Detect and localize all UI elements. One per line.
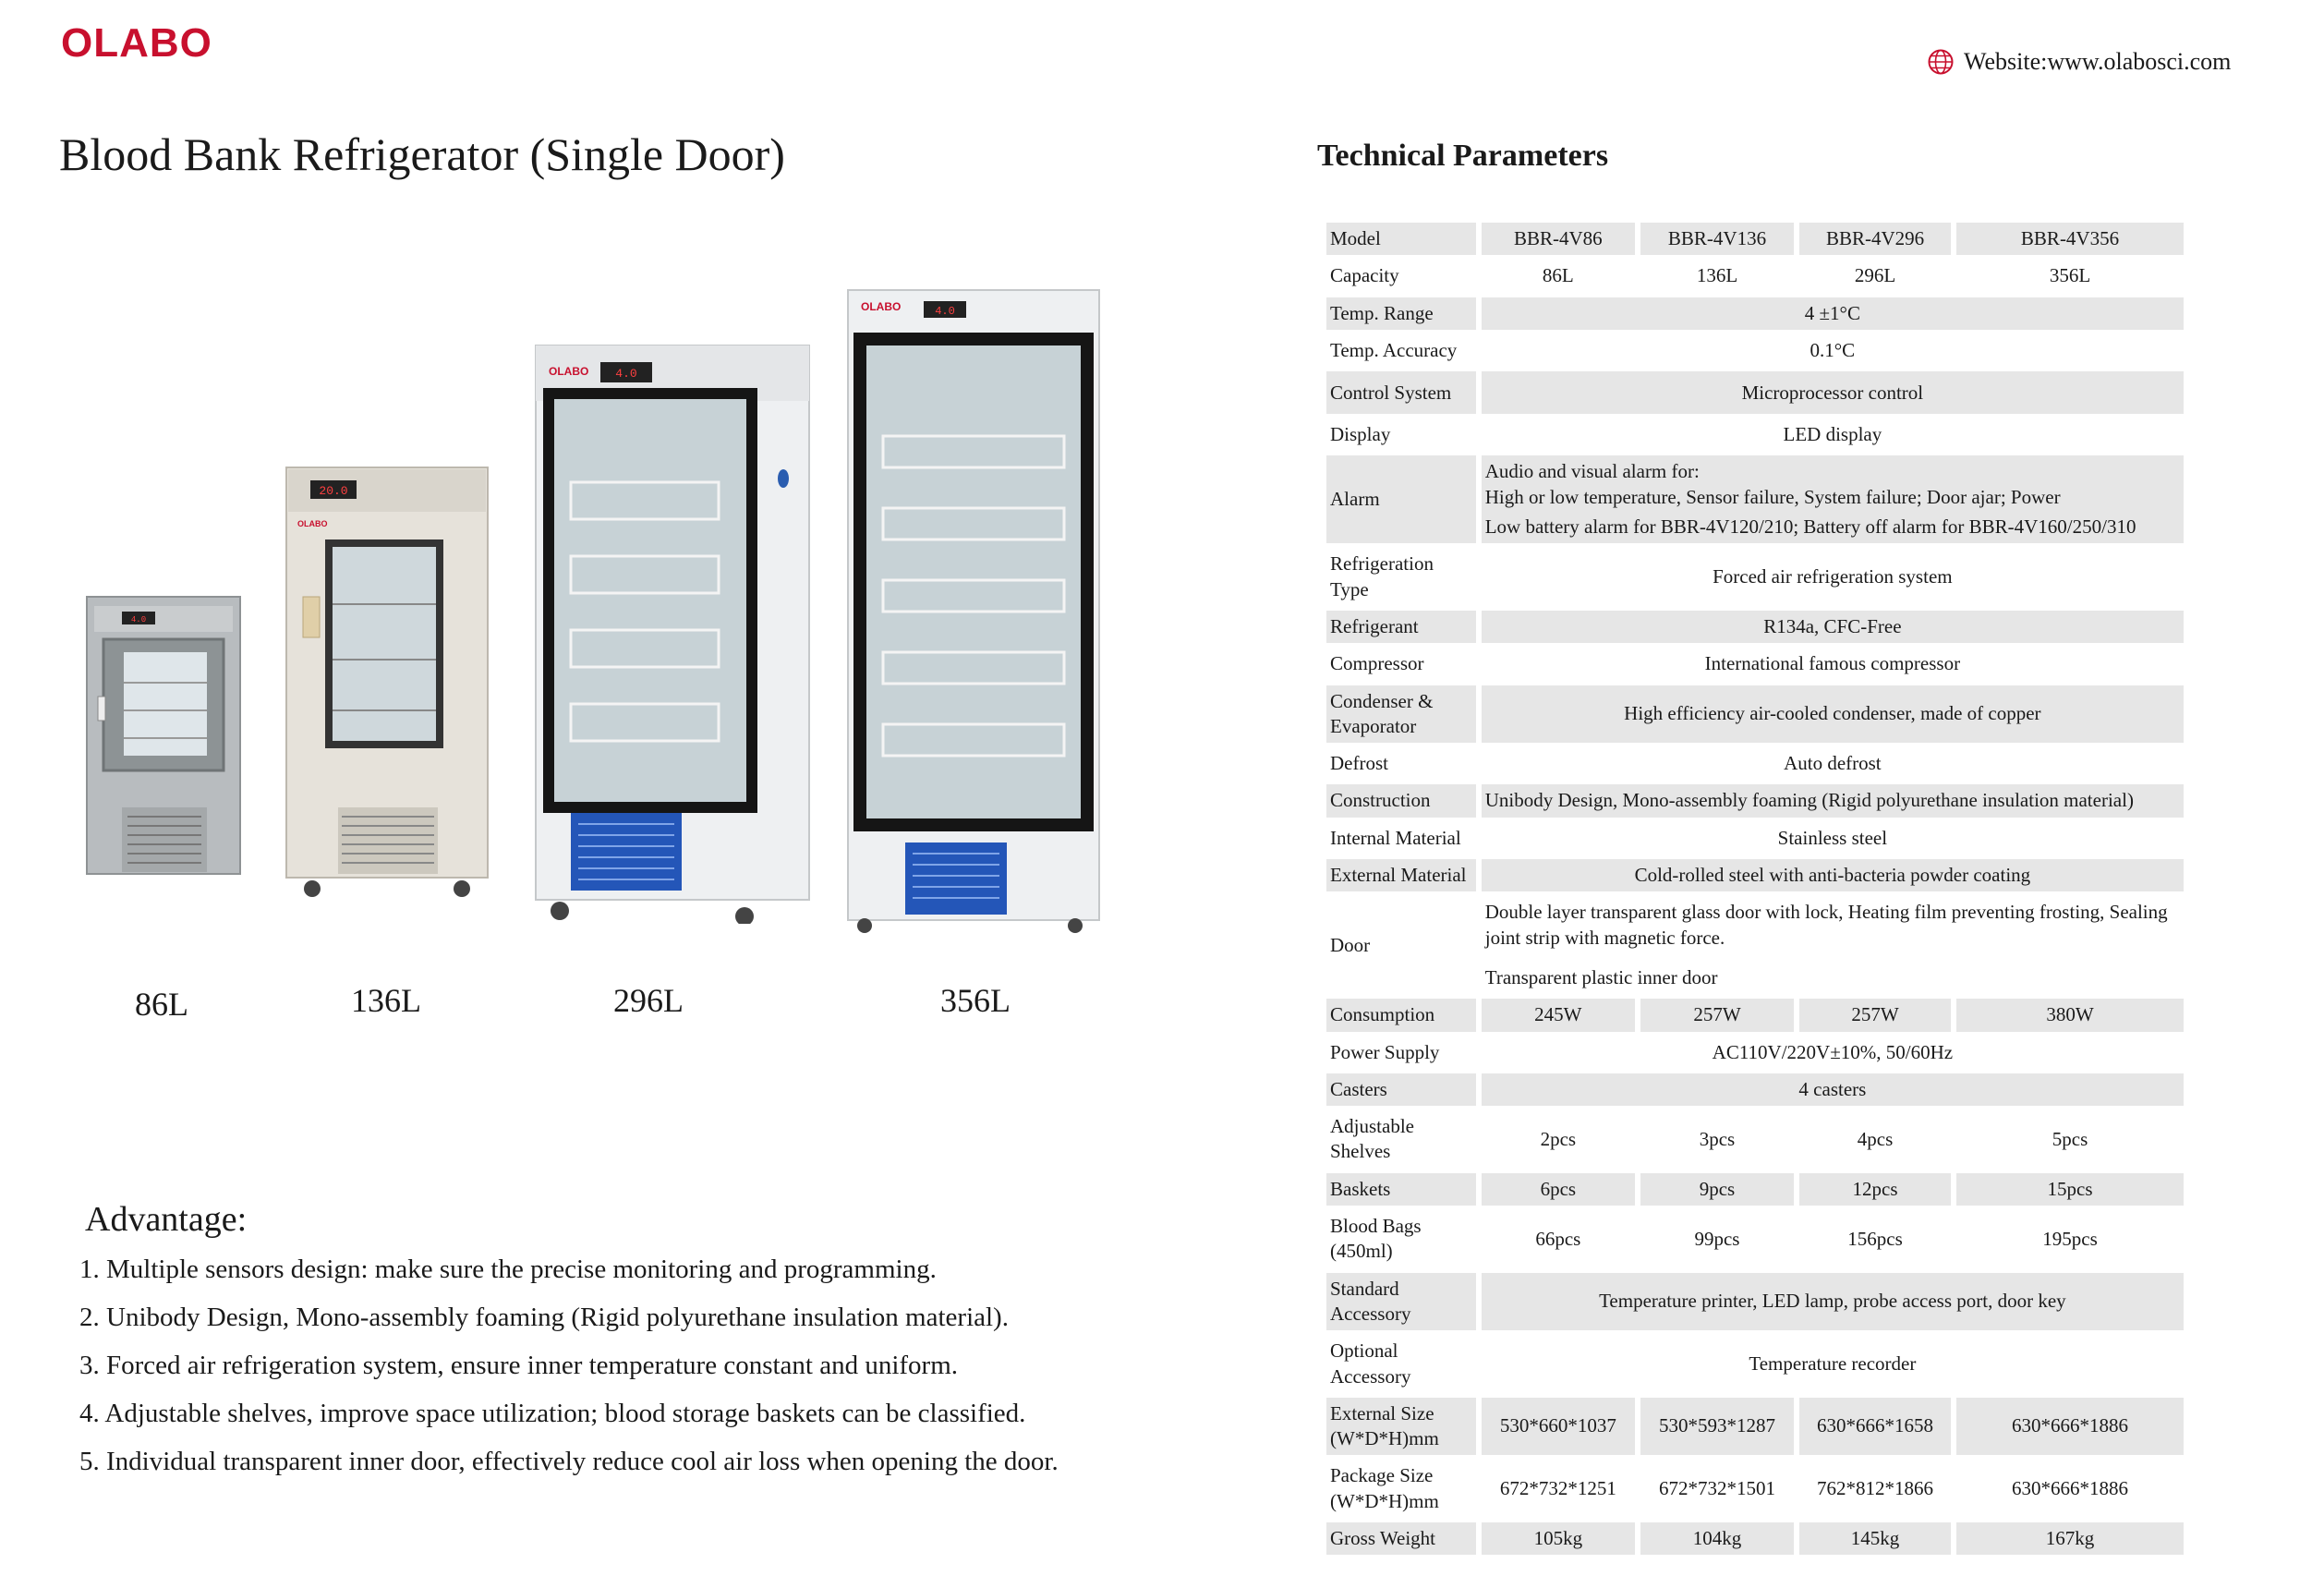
row-alarm bbox=[1326, 455, 2184, 543]
door-line: Double layer transparent glass door with lock, Heating film preventing frosting, Sealing joint strip with magnetic force. bbox=[1484, 901, 2168, 949]
fridge-136l-display: 20.0 bbox=[319, 484, 348, 498]
row-condenser bbox=[1326, 685, 2184, 744]
internal-label: Internal Material bbox=[1326, 822, 1476, 855]
compressor-label: Compressor bbox=[1326, 648, 1476, 680]
advantage-item: 5. Individual transparent inner door, effectively reduce cool air loss when opening the door. bbox=[79, 1447, 1059, 1476]
params-title: Technical Parameters bbox=[1317, 139, 1609, 173]
model-label: Model bbox=[1326, 223, 1476, 255]
row-package-size bbox=[1326, 1460, 2184, 1518]
capacity-cell: 356L bbox=[1956, 260, 2184, 292]
advantage-list bbox=[79, 1245, 1059, 1485]
row-refrigeration-type bbox=[1326, 548, 2184, 606]
row-external-size bbox=[1326, 1398, 2184, 1456]
temp-accuracy-label: Temp. Accuracy bbox=[1326, 334, 1476, 367]
ext-size-label: External Size (W*D*H)mm bbox=[1326, 1398, 1476, 1456]
pkg-size-cell: 762*812*1866 bbox=[1799, 1460, 1951, 1518]
row-optional-accessory bbox=[1326, 1335, 2184, 1393]
label-296l: 296L bbox=[613, 982, 684, 1019]
refrigerant-label: Refrigerant bbox=[1326, 611, 1476, 643]
fridge-86l-image bbox=[85, 595, 242, 881]
row-power-supply bbox=[1326, 1036, 2184, 1069]
condenser-label: Condenser & Evaporator bbox=[1326, 685, 1476, 744]
temp-range-label: Temp. Range bbox=[1326, 297, 1476, 330]
row-door bbox=[1326, 896, 2184, 994]
bags-cell: 99pcs bbox=[1640, 1210, 1794, 1268]
consumption-label: Consumption bbox=[1326, 999, 1476, 1031]
pkg-size-label: Package Size (W*D*H)mm bbox=[1326, 1460, 1476, 1518]
advantage-item: 3. Forced air refrigeration system, ensure inner temperature constant and uniform. bbox=[79, 1351, 959, 1380]
fridge-296l-image bbox=[534, 333, 811, 924]
bags-cell: 195pcs bbox=[1956, 1210, 2184, 1268]
power-value: AC110V/220V±10%, 50/60Hz bbox=[1482, 1036, 2184, 1069]
door-label: Door bbox=[1326, 896, 1476, 994]
alarm-line: Audio and visual alarm for: bbox=[1484, 460, 1700, 483]
door-value bbox=[1482, 896, 2184, 994]
shelves-cell: 5pcs bbox=[1956, 1110, 2184, 1169]
shelves-cell: 2pcs bbox=[1482, 1110, 1635, 1169]
external-label: External Material bbox=[1326, 859, 1476, 891]
casters-label: Casters bbox=[1326, 1073, 1476, 1106]
row-capacity bbox=[1326, 260, 2184, 292]
shelves-cell: 4pcs bbox=[1799, 1110, 1951, 1169]
row-display bbox=[1326, 418, 2184, 451]
control-value: Microprocessor control bbox=[1482, 371, 2184, 414]
shelves-cell: 3pcs bbox=[1640, 1110, 1794, 1169]
alarm-line: Low battery alarm for BBR-4V120/210; Battery off alarm for BBR-4V160/250/310 bbox=[1484, 515, 2136, 539]
model-cell: BBR-4V356 bbox=[1956, 223, 2184, 255]
ext-size-cell: 630*666*1658 bbox=[1799, 1398, 1951, 1456]
row-temp-range bbox=[1326, 297, 2184, 330]
std-acc-value: Temperature printer, LED lamp, probe access port, door key bbox=[1482, 1273, 2184, 1331]
fridge-296l-display: 4.0 bbox=[615, 367, 637, 381]
consumption-cell: 245W bbox=[1482, 999, 1635, 1031]
door-line: Transparent plastic inner door bbox=[1484, 965, 1718, 988]
power-label: Power Supply bbox=[1326, 1036, 1476, 1069]
refrig-type-value: Forced air refrigeration system bbox=[1482, 548, 2184, 606]
page-title: Blood Bank Refrigerator (Single Door) bbox=[59, 128, 785, 180]
fridge-136l-image bbox=[284, 466, 490, 900]
pkg-size-cell: 672*732*1251 bbox=[1482, 1460, 1635, 1518]
consumption-cell: 257W bbox=[1799, 999, 1951, 1031]
weight-label: Gross Weight bbox=[1326, 1522, 1476, 1555]
temp-accuracy-value: 0.1°C bbox=[1482, 334, 2184, 367]
row-compressor bbox=[1326, 648, 2184, 680]
advantage-item: 4. Adjustable shelves, improve space utilization; blood storage baskets can be classified. bbox=[79, 1399, 1026, 1428]
refrigerant-value: R134a, CFC-Free bbox=[1482, 611, 2184, 643]
bags-cell: 156pcs bbox=[1799, 1210, 1951, 1268]
row-control bbox=[1326, 371, 2184, 414]
baskets-cell: 15pcs bbox=[1956, 1173, 2184, 1206]
construction-label: Construction bbox=[1326, 784, 1476, 817]
fridge-356l-display: 4.0 bbox=[935, 305, 955, 318]
baskets-cell: 12pcs bbox=[1799, 1173, 1951, 1206]
weight-cell: 145kg bbox=[1799, 1522, 1951, 1555]
condenser-value: High efficiency air-cooled condenser, made of copper bbox=[1482, 685, 2184, 744]
display-label: Display bbox=[1326, 418, 1476, 451]
alarm-value bbox=[1482, 455, 2184, 543]
globe-icon bbox=[1927, 48, 1955, 76]
fridge-356l-brand: OLABO bbox=[861, 300, 902, 313]
refrig-type-label: Refrigeration Type bbox=[1326, 548, 1476, 606]
compressor-value: International famous compressor bbox=[1482, 648, 2184, 680]
consumption-cell: 257W bbox=[1640, 999, 1794, 1031]
alarm-label: Alarm bbox=[1326, 455, 1476, 543]
capacity-cell: 296L bbox=[1799, 260, 1951, 292]
row-internal-material bbox=[1326, 822, 2184, 855]
defrost-label: Defrost bbox=[1326, 747, 1476, 780]
construction-value: Unibody Design, Mono-assembly foaming (Rigid polyurethane insulation material) bbox=[1482, 784, 2184, 817]
weight-cell: 105kg bbox=[1482, 1522, 1635, 1555]
fridge-356l-image bbox=[846, 288, 1101, 935]
row-consumption bbox=[1326, 999, 2184, 1031]
alarm-line: High or low temperature, Sensor failure, System failure; Door ajar; Power bbox=[1484, 485, 2061, 508]
ext-size-cell: 530*660*1037 bbox=[1482, 1398, 1635, 1456]
bags-label: Blood Bags (450ml) bbox=[1326, 1210, 1476, 1268]
baskets-cell: 9pcs bbox=[1640, 1173, 1794, 1206]
row-refrigerant bbox=[1326, 611, 2184, 643]
baskets-label: Baskets bbox=[1326, 1173, 1476, 1206]
row-casters bbox=[1326, 1073, 2184, 1106]
capacity-cell: 136L bbox=[1640, 260, 1794, 292]
std-acc-label: Standard Accessory bbox=[1326, 1273, 1476, 1331]
ext-size-cell: 630*666*1886 bbox=[1956, 1398, 2184, 1456]
row-standard-accessory bbox=[1326, 1273, 2184, 1331]
fridge-86l-display: 4.0 bbox=[130, 615, 147, 624]
row-shelves bbox=[1326, 1110, 2184, 1169]
website-link[interactable] bbox=[1927, 48, 2231, 76]
row-model bbox=[1326, 223, 2184, 255]
model-cell: BBR-4V86 bbox=[1482, 223, 1635, 255]
advantage-title: Advantage: bbox=[85, 1200, 248, 1239]
model-cell: BBR-4V136 bbox=[1640, 223, 1794, 255]
bags-cell: 66pcs bbox=[1482, 1210, 1635, 1268]
model-cell: BBR-4V296 bbox=[1799, 223, 1951, 255]
shelves-label: Adjustable Shelves bbox=[1326, 1110, 1476, 1169]
website-text: Website:www.olabosci.com bbox=[1964, 48, 2232, 75]
label-136l: 136L bbox=[351, 982, 421, 1019]
brand-logo: OLABO bbox=[61, 20, 212, 66]
control-label: Control System bbox=[1326, 371, 1476, 414]
row-temp-accuracy bbox=[1326, 334, 2184, 367]
consumption-cell: 380W bbox=[1956, 999, 2184, 1031]
capacity-label: Capacity bbox=[1326, 260, 1476, 292]
advantage-item: 1. Multiple sensors design: make sure the precise monitoring and programming. bbox=[79, 1255, 937, 1284]
label-86l: 86L bbox=[135, 986, 188, 1023]
pkg-size-cell: 672*732*1501 bbox=[1640, 1460, 1794, 1518]
pkg-size-cell: 630*666*1886 bbox=[1956, 1460, 2184, 1518]
temp-range-value: 4 ±1°C bbox=[1482, 297, 2184, 330]
fridge-136l-brand: OLABO bbox=[297, 519, 328, 528]
external-value: Cold-rolled steel with anti-bacteria powder coating bbox=[1482, 859, 2184, 891]
weight-cell: 104kg bbox=[1640, 1522, 1794, 1555]
internal-value: Stainless steel bbox=[1482, 822, 2184, 855]
row-construction bbox=[1326, 784, 2184, 817]
opt-acc-label: Optional Accessory bbox=[1326, 1335, 1476, 1393]
defrost-value: Auto defrost bbox=[1482, 747, 2184, 780]
casters-value: 4 casters bbox=[1482, 1073, 2184, 1106]
fridge-296l-brand: OLABO bbox=[549, 365, 589, 378]
row-blood-bags bbox=[1326, 1210, 2184, 1268]
display-value: LED display bbox=[1482, 418, 2184, 451]
ext-size-cell: 530*593*1287 bbox=[1640, 1398, 1794, 1456]
row-external-material bbox=[1326, 859, 2184, 891]
spec-table bbox=[1321, 218, 2189, 1559]
capacity-cell: 86L bbox=[1482, 260, 1635, 292]
row-baskets bbox=[1326, 1173, 2184, 1206]
row-gross-weight bbox=[1326, 1522, 2184, 1555]
label-356l: 356L bbox=[940, 982, 1011, 1019]
weight-cell: 167kg bbox=[1956, 1522, 2184, 1555]
baskets-cell: 6pcs bbox=[1482, 1173, 1635, 1206]
advantage-item: 2. Unibody Design, Mono-assembly foaming (Rigid polyurethane insulation material). bbox=[79, 1303, 1009, 1332]
row-defrost bbox=[1326, 747, 2184, 780]
opt-acc-value: Temperature recorder bbox=[1482, 1335, 2184, 1393]
